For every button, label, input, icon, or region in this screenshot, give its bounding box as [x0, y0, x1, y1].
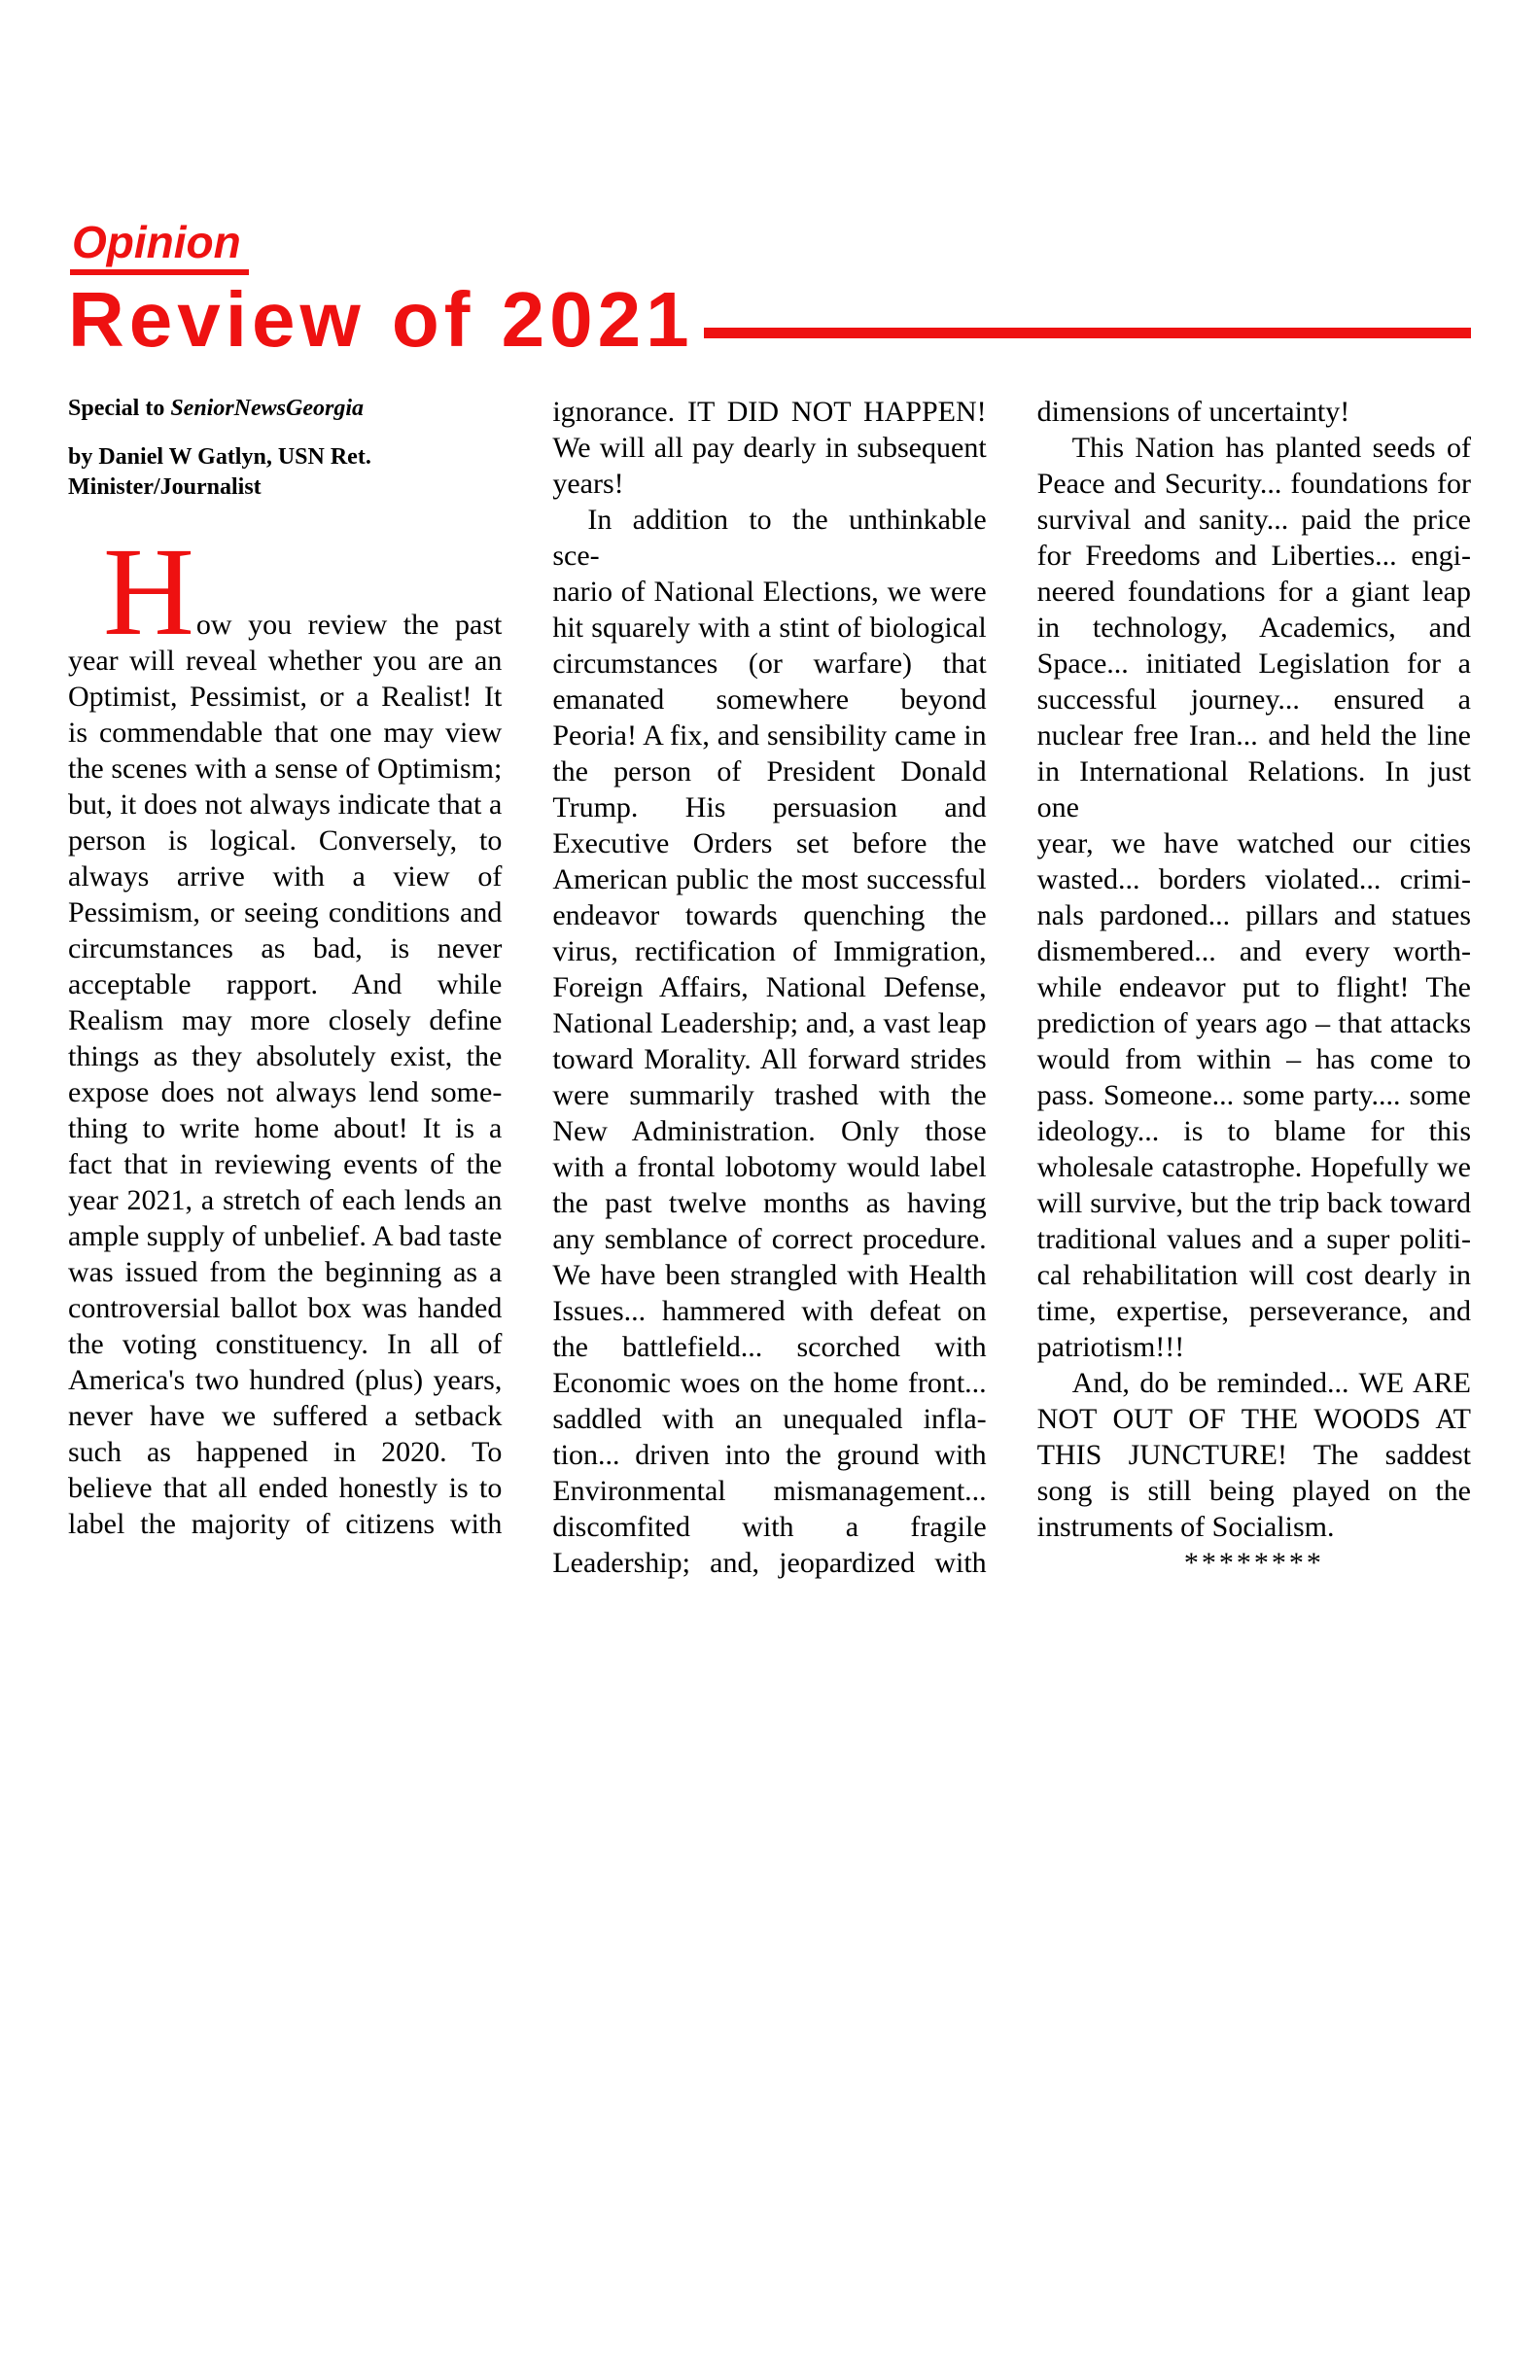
article-line: neered foundations for a giant leap: [1036, 576, 1471, 608]
headline-row: [68, 276, 1471, 363]
article-line: survival and sanity... paid the price: [1036, 504, 1471, 536]
article-line: endeavor towards quenching the: [552, 899, 987, 931]
article-line: Peoria! A fix, and sensibility came in: [552, 719, 987, 752]
article-line: would from within – has come to: [1036, 1043, 1471, 1075]
article-line: And, do be reminded... WE ARE: [1071, 1367, 1471, 1399]
article-line: prediction of years ago – that attacks: [1036, 1007, 1471, 1039]
article-line: America's two hundred (plus) years,: [68, 1364, 503, 1396]
article-line: fact that in reviewing events of the: [68, 1148, 503, 1180]
article-line: song is still being played on the: [1036, 1475, 1471, 1507]
article-line: in technology, Academics, and: [1036, 612, 1471, 644]
article-line: tion... driven into the ground with: [552, 1439, 987, 1471]
article-line: the scenes with a sense of Optimism;: [68, 752, 503, 785]
article-line: In addition to the unthinkable sce-: [552, 504, 987, 572]
article-line: Foreign Affairs, National Defense,: [552, 971, 987, 1003]
special-to-line: [68, 394, 502, 424]
footer-mark: ********: [1183, 1547, 1324, 1579]
article-line: ideology... is to blame for this: [1036, 1115, 1471, 1147]
article-line: year 2021, a stretch of each lends an: [68, 1184, 503, 1216]
column-2-text: [552, 394, 986, 1581]
drop-cap: H: [103, 522, 194, 662]
article-line: Leadership; and, jeopardized with: [552, 1547, 987, 1579]
special-to-prefix: Special to: [68, 396, 171, 421]
article-line: thing to write home about! It is a: [68, 1112, 503, 1144]
article-line: while endeavor put to flight! The: [1036, 971, 1471, 1003]
article-line: believe that all ended honestly is to: [68, 1472, 503, 1504]
article-line: THIS JUNCTURE! The saddest: [1036, 1439, 1471, 1471]
article-line: Realism may more closely define: [68, 1004, 503, 1036]
article-line: controversial ballot box was handed: [68, 1292, 503, 1324]
article-columns: [68, 394, 1471, 1581]
article-line: wholesale catastrophe. Hopefully we: [1036, 1151, 1471, 1183]
article-line: was issued from the beginning as a: [68, 1256, 503, 1288]
article-line: dimensions of uncertainty!: [1036, 396, 1350, 428]
article-line: Trump. His persuasion and: [552, 791, 987, 823]
article-line: Peace and Security... foundations for: [1036, 468, 1471, 500]
article-line: always arrive with a view of: [68, 860, 503, 892]
article-line: Space... initiated Legislation for a: [1036, 648, 1471, 680]
article-headline: Review of 2021: [68, 276, 694, 363]
headline-rule: [704, 328, 1471, 338]
article-line: emanated somewhere beyond: [552, 683, 987, 716]
article-line: We have been strangled with Health: [552, 1259, 987, 1291]
column-3-text: [1037, 394, 1471, 1581]
article-line: NOT OUT OF THE WOODS AT: [1036, 1403, 1471, 1435]
article-line: ignorance. IT DID NOT HAPPEN!: [552, 396, 987, 428]
article-line: discomfited with a fragile: [552, 1511, 987, 1543]
article-line: New Administration. Only those: [552, 1115, 987, 1147]
article-line: National Leadership; and, a vast leap: [552, 1007, 987, 1039]
article-line: cal rehabilitation will cost dearly in: [1036, 1259, 1471, 1291]
article-line: nals pardoned... pillars and statues: [1036, 899, 1471, 931]
article-line: nuclear free Iran... and held the line: [1036, 719, 1471, 752]
article-line: hit squarely with a stint of biological: [552, 612, 987, 644]
article-line: will survive, but the trip back toward: [1036, 1187, 1471, 1219]
publication-name: SeniorNewsGeorgia: [170, 396, 365, 421]
article-line: dismembered... and every worth-: [1036, 935, 1471, 967]
article-line: label the majority of citizens with: [68, 1508, 503, 1540]
article-line: Issues... hammered with defeat on: [552, 1295, 987, 1327]
article-line: ample supply of unbelief. A bad taste: [68, 1220, 503, 1252]
article-line: acceptable rapport. And while: [68, 968, 503, 1000]
article-line: wasted... borders violated... crimi-: [1036, 863, 1471, 895]
author-role-line: Minister/Journalist: [68, 474, 262, 500]
article-column-2: [552, 394, 986, 1581]
article-line: year will reveal whether you are an: [68, 645, 503, 677]
article-line: with a frontal lobotomy would label: [552, 1151, 987, 1183]
article-column-1: [68, 394, 502, 1581]
article-line: Executive Orders set before the: [552, 827, 987, 859]
article-line: Pessimism, or seeing conditions and: [68, 896, 503, 928]
article-line: any semblance of correct procedure.: [552, 1223, 987, 1255]
article-line: This Nation has planted seeds of: [1071, 432, 1471, 464]
article-line: in International Relations. In just one: [1036, 755, 1471, 823]
section-label: Opinion: [70, 220, 249, 275]
article-line: patriotism!!!: [1036, 1331, 1185, 1363]
article-line: We will all pay dearly in subsequent: [552, 432, 987, 464]
article-line: saddled with an unequaled infla-: [552, 1403, 987, 1435]
article-line: traditional values and a super politi-: [1036, 1223, 1471, 1255]
article-line: successful journey... ensured a: [1036, 683, 1471, 716]
column-1-text: [68, 522, 503, 1542]
article-line: is commendable that one may view: [68, 717, 503, 749]
article-line: never have we suffered a setback: [68, 1400, 503, 1432]
article-line: year, we have watched our cities: [1036, 827, 1471, 859]
author-line: by Daniel W Gatlyn, USN Ret.: [68, 444, 371, 470]
article-line: the battlefield... scorched with: [552, 1331, 987, 1363]
article-line: were summarily trashed with the: [552, 1079, 987, 1111]
article-column-3: [1037, 394, 1471, 1581]
article-line: circumstances as bad, is never: [68, 932, 503, 964]
article-line: circumstances (or warfare) that: [552, 648, 987, 680]
article-line: the person of President Donald: [552, 755, 987, 788]
article-line: toward Morality. All forward strides: [552, 1043, 987, 1075]
article-line: American public the most successful: [552, 863, 987, 895]
article-line: nario of National Elections, we were: [552, 576, 987, 608]
article-line: for Freedoms and Liberties... engi-: [1036, 540, 1471, 572]
article-line: the voting constituency. In all of: [68, 1328, 503, 1360]
article-line: time, expertise, perseverance, and: [1036, 1295, 1471, 1327]
article-line: person is logical. Conversely, to: [68, 824, 503, 857]
article-line: such as happened in 2020. To: [68, 1436, 503, 1468]
article-line: Environmental mismanagement...: [552, 1475, 987, 1507]
article-line: virus, rectification of Immigration,: [552, 935, 987, 967]
article-line: the past twelve months as having: [552, 1187, 987, 1219]
article-line: instruments of Socialism.: [1036, 1511, 1335, 1543]
article-line: pass. Someone... some party.... some: [1036, 1079, 1471, 1111]
article-line: Economic woes on the home front...: [552, 1367, 987, 1399]
article-line: ow you review the past: [195, 609, 503, 641]
byline-block: [68, 394, 502, 503]
article-line: expose does not always lend some-: [68, 1076, 503, 1108]
article-line: Optimist, Pessimist, or a Realist! It: [68, 681, 503, 713]
article-line: but, it does not always indicate that a: [68, 788, 503, 821]
article-line: years!: [552, 468, 624, 500]
article-line: things as they absolutely exist, the: [68, 1040, 503, 1072]
